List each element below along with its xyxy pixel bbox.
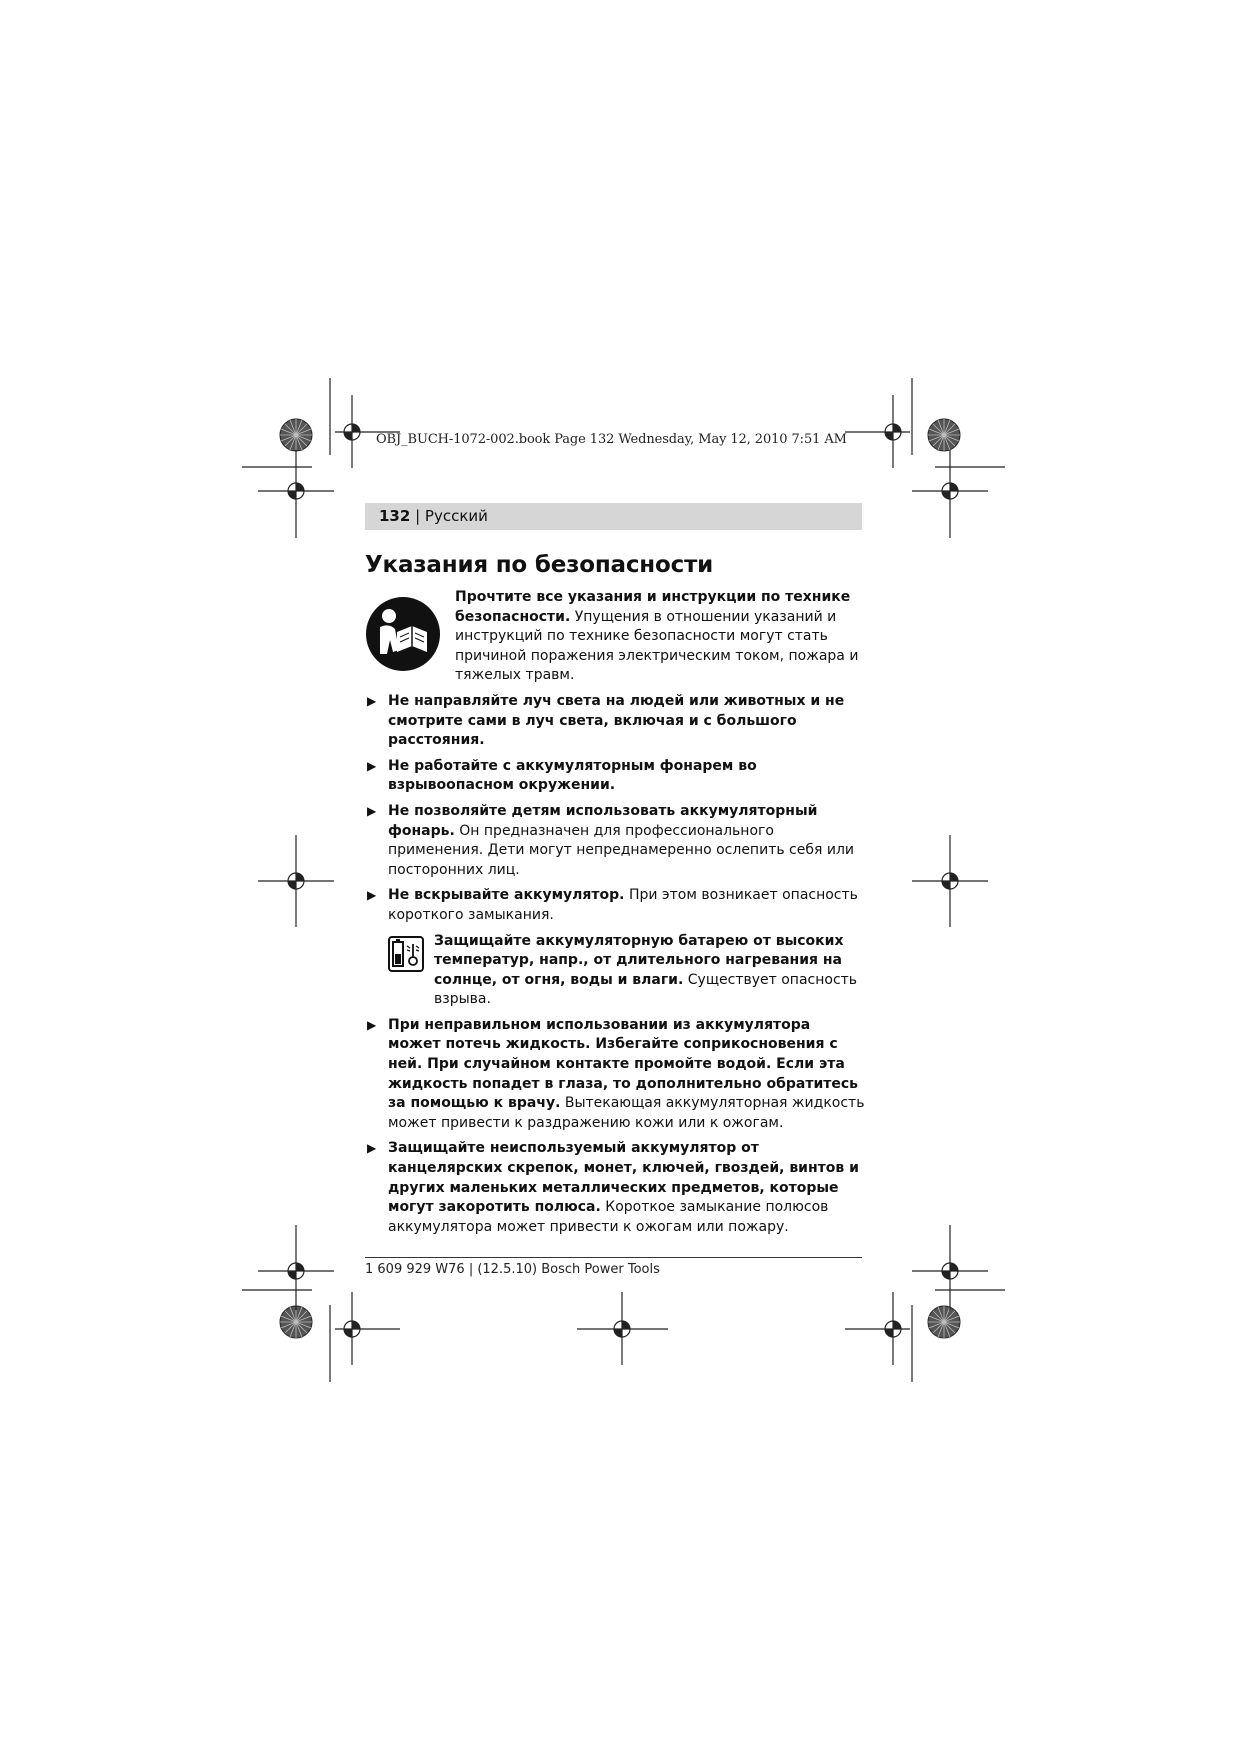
page-number: 132 [379, 507, 411, 525]
intro-normal: Упущения в отношении указаний и инструкций по технике безопасности могут стать причиной поражения электрическим током, пожара и тяжелых травм. [455, 608, 859, 684]
header-separator: | [410, 507, 425, 525]
color-wheel-bottom-right [928, 1306, 960, 1338]
list-item [365, 692, 867, 751]
battery-heat-warning-icon [388, 936, 424, 972]
list-item [365, 757, 867, 796]
battery-note [388, 932, 867, 1010]
intro-text [455, 588, 867, 686]
list-item-normal: Короткое замыкание полюсов аккумулятора может привести к ожогам или пожару. [388, 1199, 829, 1235]
safety-content [365, 588, 867, 1237]
battery-note-bold: Защищайте аккумуляторную батарею от высоких температур, напр., от длительного нагревания на солнце, от огня, воды и влаги. [434, 932, 844, 988]
list-item-bold: Не вскрывайте аккумулятор. [388, 887, 625, 904]
list-item-text [388, 802, 867, 880]
list-item [365, 886, 867, 925]
list-item-normal: Он предназначен для профессионального применения. Дети могут непреднамеренно ослепить себя или посторонних лиц. [388, 822, 855, 878]
footer-text: 1 609 929 W76 | (12.5.10) Bosch Power Tools [365, 1262, 660, 1277]
bullet-arrow-icon: ▶ [367, 888, 377, 903]
print-slug: OBJ_BUCH-1072-002.book Page 132 Wednesday, May 12, 2010 7:51 AM [376, 432, 847, 447]
list-item-bold: Не позволяйте детям использовать аккумуляторный фонарь. [388, 802, 818, 839]
list-item-bold: При неправильном использовании из аккумулятора может потечь жидкость. Избегайте соприкосновения с ней. При случайном контакте промойте водой. Если эта жидкость попадет в глаза, то дополнительно обратитесь за помощью к врачу. [388, 1016, 859, 1112]
list-item-text [388, 692, 867, 751]
header-language: Русский [424, 507, 488, 525]
section-title: Указания по безопасности [365, 552, 714, 578]
list-item-text [388, 886, 867, 925]
bullet-arrow-icon: ▶ [367, 1141, 377, 1156]
list-item [365, 802, 867, 880]
bullet-arrow-icon: ▶ [367, 693, 377, 708]
list-item-text [388, 757, 867, 796]
list-item [365, 1016, 867, 1134]
list-item-normal: Вытекающая аккумуляторная жидкость может привести к раздражению кожи или к ожогам. [388, 1095, 865, 1131]
list-item-text [388, 1016, 867, 1134]
battery-note-text [434, 932, 867, 1010]
list-item-bold: Не работайте с аккумуляторным фонарем во взрывоопасном окружении. [388, 757, 757, 794]
read-manual-icon [365, 596, 441, 672]
battery-note-normal: Существует опасность взрыва. [434, 971, 858, 1008]
page-header [365, 503, 862, 530]
footer-rule [365, 1257, 862, 1258]
list-item-bold: Не направляйте луч света на людей или животных и не смотрите сами в луч света, включая и с большого расстояния. [388, 692, 845, 749]
bullet-arrow-icon: ▶ [367, 758, 377, 773]
list-item-normal: При этом возникает опасность короткого замыкания. [388, 887, 858, 923]
bullet-arrow-icon: ▶ [367, 803, 377, 818]
color-wheel-top-right [928, 419, 960, 451]
list-item-text [388, 1139, 867, 1237]
list-item [365, 1139, 867, 1237]
color-wheel-bottom-left [280, 1306, 312, 1338]
list-item-bold: Защищайте неиспользуемый аккумулятор от канцелярских скрепок, монет, ключей, гвоздей, винтов и других маленьких металлических предметов, которые могут закоротить полюса. [388, 1140, 859, 1216]
intro-bold: Прочтите все указания и инструкции по технике безопасности. [455, 589, 851, 625]
color-wheel-top-left [280, 419, 312, 451]
bullet-arrow-icon: ▶ [367, 1017, 377, 1032]
page-header-text [379, 507, 488, 525]
intro-block [365, 588, 867, 686]
